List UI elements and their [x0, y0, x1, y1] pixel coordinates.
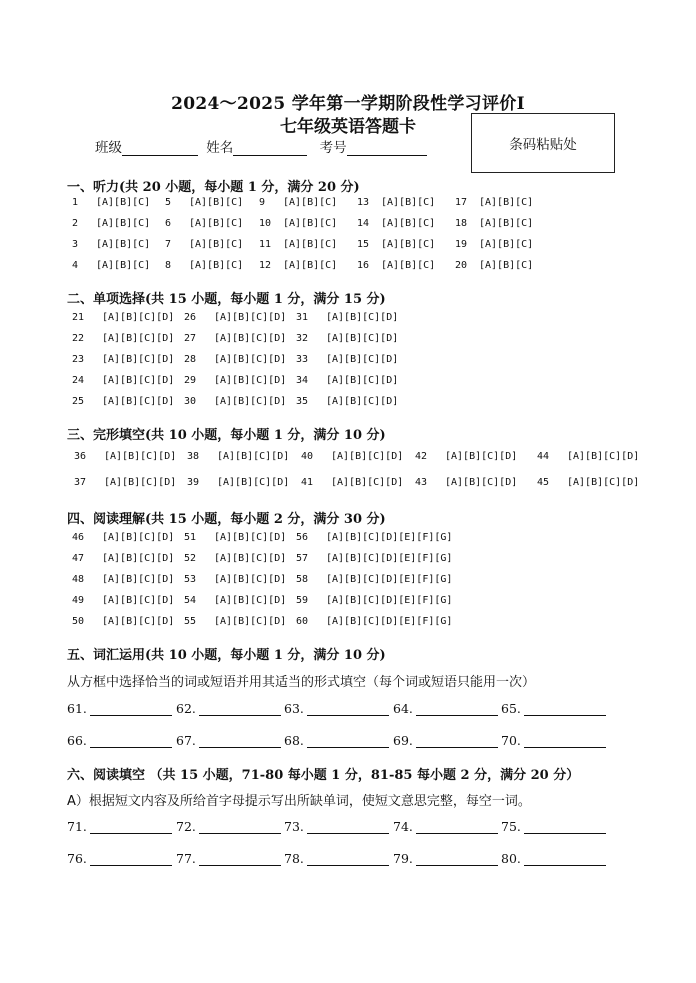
question-number: 56: [296, 532, 309, 543]
class-label: 班级: [95, 140, 122, 156]
answer-options[interactable]: [A][B][C][D]: [445, 451, 518, 462]
blank-line[interactable]: [524, 852, 606, 866]
answer-options[interactable]: [A][B][C]: [96, 239, 151, 250]
blank-line[interactable]: [524, 820, 606, 834]
section-6-title: 六、阅读填空 （共 15 小题，71-80 每小题 1 分，81-85 每小题 2 分，满分 20 分）: [67, 768, 580, 783]
answer-options[interactable]: [A][B][C][D]: [214, 595, 287, 606]
answer-item: [296, 375, 398, 386]
blank-line[interactable]: [199, 702, 281, 716]
answer-item: [72, 396, 174, 407]
answer-item: [187, 477, 289, 488]
section-6-instructions: A）根据短文内容及所给首字母提示写出所缺单词，使短文意思完整，每空一词。: [67, 794, 531, 809]
page-title: 2024～2025 学年第一学期阶段性学习评价Ⅰ: [171, 94, 525, 114]
blank-line[interactable]: [199, 852, 281, 866]
blank-number: 72.: [176, 819, 196, 834]
answer-options[interactable]: [A][B][C][D]: [102, 595, 175, 606]
answer-item: [184, 616, 286, 627]
answer-item: [72, 553, 174, 564]
answer-options[interactable]: [A][B][C][D][E][F][G]: [326, 616, 453, 627]
answer-options[interactable]: [A][B][C][D]: [214, 354, 287, 365]
blank-number: 71.: [67, 819, 87, 834]
answer-item: [184, 553, 286, 564]
question-number: 45: [537, 477, 550, 488]
answer-options[interactable]: [A][B][C][D]: [331, 451, 404, 462]
blank-line[interactable]: [90, 820, 172, 834]
answer-options[interactable]: [A][B][C]: [189, 260, 244, 271]
answer-item: [296, 616, 452, 627]
answer-options[interactable]: [A][B][C][D]: [214, 616, 287, 627]
blank-item: [501, 819, 606, 834]
answer-options[interactable]: [A][B][C][D]: [102, 396, 175, 407]
answer-item: [455, 197, 533, 208]
answer-options[interactable]: [A][B][C][D]: [214, 333, 287, 344]
answer-item: [184, 375, 286, 386]
section-5-title: 五、词汇运用(共 10 小题，每小题 1 分，满分 10 分): [67, 648, 386, 663]
question-number: 14: [357, 218, 370, 229]
answer-options[interactable]: [A][B][C][D]: [102, 375, 175, 386]
answer-item: [296, 532, 452, 543]
answer-item: [415, 477, 517, 488]
answer-options[interactable]: [A][B][C][D]: [326, 354, 399, 365]
answer-item: [455, 218, 533, 229]
blank-number: 64.: [393, 701, 413, 716]
answer-options[interactable]: [A][B][C]: [479, 218, 534, 229]
blank-item: [393, 851, 498, 866]
answer-item: [165, 197, 243, 208]
blank-number: 70.: [501, 733, 521, 748]
answer-item: [72, 616, 174, 627]
blank-item: [176, 851, 281, 866]
answer-item: [72, 239, 150, 250]
blank-item: [284, 701, 389, 716]
blank-line[interactable]: [307, 820, 389, 834]
question-number: 34: [296, 375, 309, 386]
question-number: 53: [184, 574, 197, 585]
answer-options[interactable]: [A][B][C][D]: [102, 532, 175, 543]
question-number: 49: [72, 595, 85, 606]
answer-options[interactable]: [A][B][C][D]: [102, 312, 175, 323]
answer-item: [184, 354, 286, 365]
answer-options[interactable]: [A][B][C]: [479, 197, 534, 208]
name-field[interactable]: [233, 141, 307, 156]
answer-options[interactable]: [A][B][C][D]: [104, 451, 177, 462]
answer-item: [357, 239, 435, 250]
question-number: 58: [296, 574, 309, 585]
question-number: 5: [165, 197, 172, 208]
section-4-title: 四、阅读理解(共 15 小题，每小题 2 分，满分 30 分): [67, 512, 386, 527]
answer-item: [165, 260, 243, 271]
blank-item: [501, 701, 606, 716]
answer-options[interactable]: [A][B][C][D]: [445, 477, 518, 488]
question-number: 16: [357, 260, 370, 271]
blank-number: 77.: [176, 851, 196, 866]
blank-number: 78.: [284, 851, 304, 866]
answer-item: [259, 218, 337, 229]
answer-item: [74, 451, 176, 462]
answer-item: [259, 260, 337, 271]
question-number: 13: [357, 197, 370, 208]
answer-item: [72, 260, 150, 271]
answer-item: [72, 197, 150, 208]
answer-item: [455, 239, 533, 250]
question-number: 27: [184, 333, 197, 344]
answer-options[interactable]: [A][B][C][D]: [567, 451, 640, 462]
exam-no-label: 考号: [319, 140, 347, 156]
blank-line[interactable]: [90, 702, 172, 716]
answer-options[interactable]: [A][B][C]: [96, 260, 151, 271]
question-number: 39: [187, 477, 200, 488]
barcode-area: [471, 113, 615, 173]
blank-item: [284, 819, 389, 834]
question-number: 21: [72, 312, 85, 323]
answer-item: [537, 477, 639, 488]
answer-options[interactable]: [A][B][C]: [96, 218, 151, 229]
answer-options[interactable]: [A][B][C][D]: [102, 333, 175, 344]
answer-options[interactable]: [A][B][C][D]: [104, 477, 177, 488]
question-number: 35: [296, 396, 309, 407]
answer-item: [259, 197, 337, 208]
answer-options[interactable]: [A][B][C][D]: [102, 616, 175, 627]
answer-options[interactable]: [A][B][C][D]: [217, 451, 290, 462]
blank-item: [67, 701, 172, 716]
question-number: 48: [72, 574, 85, 585]
answer-options[interactable]: [A][B][C][D]: [214, 375, 287, 386]
blank-line[interactable]: [416, 820, 498, 834]
answer-item: [296, 354, 398, 365]
question-number: 15: [357, 239, 370, 250]
question-number: 55: [184, 616, 197, 627]
section-3-title: 三、完形填空(共 10 小题，每小题 1 分，满分 10 分): [67, 428, 386, 443]
blank-number: 62.: [176, 701, 196, 716]
question-number: 40: [301, 451, 314, 462]
answer-options[interactable]: [A][B][C][D]: [214, 396, 287, 407]
answer-options[interactable]: [A][B][C][D][E][F][G]: [326, 574, 453, 585]
blank-number: 80.: [501, 851, 521, 866]
blank-number: 66.: [67, 733, 87, 748]
answer-item: [296, 595, 452, 606]
answer-options[interactable]: [A][B][C][D]: [102, 553, 175, 564]
name-label: 姓名: [206, 140, 234, 156]
answer-item: [72, 218, 150, 229]
answer-item: [296, 312, 398, 323]
blank-item: [176, 819, 281, 834]
answer-options[interactable]: [A][B][C][D][E][F][G]: [326, 532, 453, 543]
answer-item: [301, 477, 403, 488]
blank-line[interactable]: [307, 702, 389, 716]
section-1-title: 一、听力(共 20 小题，每小题 1 分，满分 20 分): [67, 180, 360, 195]
answer-options[interactable]: [A][B][C][D]: [326, 333, 399, 344]
question-number: 2: [72, 218, 79, 229]
answer-item: [296, 333, 398, 344]
answer-options[interactable]: [A][B][C][D]: [214, 532, 287, 543]
answer-options[interactable]: [A][B][C][D]: [214, 312, 287, 323]
answer-options[interactable]: [A][B][C]: [96, 197, 151, 208]
answer-item: [537, 451, 639, 462]
answer-options[interactable]: [A][B][C]: [283, 239, 338, 250]
answer-item: [165, 239, 243, 250]
question-number: 19: [455, 239, 468, 250]
question-number: 47: [72, 553, 85, 564]
answer-options[interactable]: [A][B][C]: [479, 260, 534, 271]
question-number: 59: [296, 595, 309, 606]
answer-item: [184, 595, 286, 606]
question-number: 29: [184, 375, 197, 386]
section-2-title: 二、单项选择(共 15 小题，每小题 1 分，满分 15 分): [67, 292, 386, 307]
answer-item: [415, 451, 517, 462]
blank-item: [393, 819, 498, 834]
blank-number: 68.: [284, 733, 304, 748]
answer-item: [357, 260, 435, 271]
answer-options[interactable]: [A][B][C][D][E][F][G]: [326, 553, 453, 564]
blank-line[interactable]: [199, 820, 281, 834]
question-number: 11: [259, 239, 272, 250]
blank-line[interactable]: [416, 852, 498, 866]
blank-item: [501, 733, 606, 748]
student-info-line: [95, 136, 427, 156]
question-number: 18: [455, 218, 468, 229]
answer-options[interactable]: [A][B][C]: [381, 239, 436, 250]
blank-item: [501, 851, 606, 866]
section-5-instructions: 从方框中选择恰当的词或短语并用其适当的形式填空（每个词或短语只能用一次）: [67, 675, 536, 690]
answer-item: [184, 312, 286, 323]
answer-options[interactable]: [A][B][C][D]: [102, 574, 175, 585]
blank-line[interactable]: [199, 734, 281, 748]
answer-item: [184, 396, 286, 407]
answer-options[interactable]: [A][B][C]: [283, 260, 338, 271]
answer-options[interactable]: [A][B][C][D]: [102, 354, 175, 365]
question-number: 43: [415, 477, 428, 488]
answer-item: [72, 333, 174, 344]
answer-item: [301, 451, 403, 462]
answer-options[interactable]: [A][B][C][D]: [214, 574, 287, 585]
question-number: 54: [184, 595, 197, 606]
answer-options[interactable]: [A][B][C][D]: [331, 477, 404, 488]
blank-item: [393, 701, 498, 716]
question-number: 46: [72, 532, 85, 543]
blank-item: [176, 701, 281, 716]
answer-options[interactable]: [A][B][C]: [283, 197, 338, 208]
blank-line[interactable]: [307, 734, 389, 748]
blank-number: 69.: [393, 733, 413, 748]
answer-options[interactable]: [A][B][C][D]: [326, 396, 399, 407]
answer-options[interactable]: [A][B][C][D]: [217, 477, 290, 488]
answer-options[interactable]: [A][B][C][D]: [567, 477, 640, 488]
answer-item: [72, 532, 174, 543]
question-number: 52: [184, 553, 197, 564]
blank-number: 65.: [501, 701, 521, 716]
exam-no-field[interactable]: [347, 141, 427, 156]
blank-number: 76.: [67, 851, 87, 866]
question-number: 9: [259, 197, 266, 208]
blank-line[interactable]: [524, 702, 606, 716]
question-number: 50: [72, 616, 85, 627]
answer-item: [187, 451, 289, 462]
answer-options[interactable]: [A][B][C][D][E][F][G]: [326, 595, 453, 606]
answer-item: [296, 574, 452, 585]
question-number: 36: [74, 451, 87, 462]
answer-options[interactable]: [A][B][C]: [283, 218, 338, 229]
blank-number: 61.: [67, 701, 87, 716]
question-number: 33: [296, 354, 309, 365]
blank-number: 74.: [393, 819, 413, 834]
answer-item: [72, 375, 174, 386]
answer-item: [72, 354, 174, 365]
answer-options[interactable]: [A][B][C]: [381, 197, 436, 208]
answer-item: [184, 333, 286, 344]
answer-item: [72, 595, 174, 606]
answer-options[interactable]: [A][B][C][D]: [214, 553, 287, 564]
question-number: 6: [165, 218, 172, 229]
answer-options[interactable]: [A][B][C]: [189, 239, 244, 250]
question-number: 42: [415, 451, 428, 462]
answer-item: [357, 197, 435, 208]
answer-item: [259, 239, 337, 250]
blank-item: [176, 733, 281, 748]
blank-item: [67, 733, 172, 748]
blank-line[interactable]: [416, 702, 498, 716]
answer-item: [296, 553, 452, 564]
blank-line[interactable]: [524, 734, 606, 748]
answer-options[interactable]: [A][B][C]: [479, 239, 534, 250]
blank-number: 67.: [176, 733, 196, 748]
question-number: 4: [72, 260, 79, 271]
answer-item: [296, 396, 398, 407]
barcode-label: 条码粘贴处: [509, 137, 577, 153]
question-number: 12: [259, 260, 272, 271]
answer-item: [184, 532, 286, 543]
answer-options[interactable]: [A][B][C]: [381, 218, 436, 229]
blank-line[interactable]: [90, 852, 172, 866]
answer-item: [455, 260, 533, 271]
question-number: 17: [455, 197, 468, 208]
answer-item: [357, 218, 435, 229]
blank-number: 79.: [393, 851, 413, 866]
question-number: 3: [72, 239, 79, 250]
question-number: 7: [165, 239, 172, 250]
blank-item: [67, 851, 172, 866]
class-field[interactable]: [122, 141, 198, 156]
answer-item: [184, 574, 286, 585]
question-number: 20: [455, 260, 468, 271]
blank-number: 75.: [501, 819, 521, 834]
question-number: 41: [301, 477, 314, 488]
question-number: 28: [184, 354, 197, 365]
question-number: 23: [72, 354, 85, 365]
question-number: 25: [72, 396, 85, 407]
question-number: 31: [296, 312, 309, 323]
blank-item: [393, 733, 498, 748]
answer-options[interactable]: [A][B][C][D]: [326, 312, 399, 323]
answer-options[interactable]: [A][B][C]: [189, 218, 244, 229]
question-number: 38: [187, 451, 200, 462]
blank-number: 73.: [284, 819, 304, 834]
question-number: 10: [259, 218, 272, 229]
question-number: 60: [296, 616, 309, 627]
blank-number: 63.: [284, 701, 304, 716]
question-number: 22: [72, 333, 85, 344]
blank-item: [284, 851, 389, 866]
answer-options[interactable]: [A][B][C]: [381, 260, 436, 271]
blank-line[interactable]: [307, 852, 389, 866]
question-number: 57: [296, 553, 309, 564]
question-number: 1: [72, 197, 79, 208]
question-number: 8: [165, 260, 172, 271]
answer-item: [72, 574, 174, 585]
question-number: 26: [184, 312, 197, 323]
blank-item: [67, 819, 172, 834]
question-number: 37: [74, 477, 87, 488]
blank-line[interactable]: [90, 734, 172, 748]
blank-item: [284, 733, 389, 748]
question-number: 24: [72, 375, 85, 386]
question-number: 44: [537, 451, 550, 462]
page-subtitle: 七年级英语答题卡: [280, 117, 416, 137]
answer-item: [72, 312, 174, 323]
answer-item: [165, 218, 243, 229]
answer-item: [74, 477, 176, 488]
question-number: 30: [184, 396, 197, 407]
answer-options[interactable]: [A][B][C][D]: [326, 375, 399, 386]
question-number: 51: [184, 532, 197, 543]
answer-options[interactable]: [A][B][C]: [189, 197, 244, 208]
blank-line[interactable]: [416, 734, 498, 748]
question-number: 32: [296, 333, 309, 344]
